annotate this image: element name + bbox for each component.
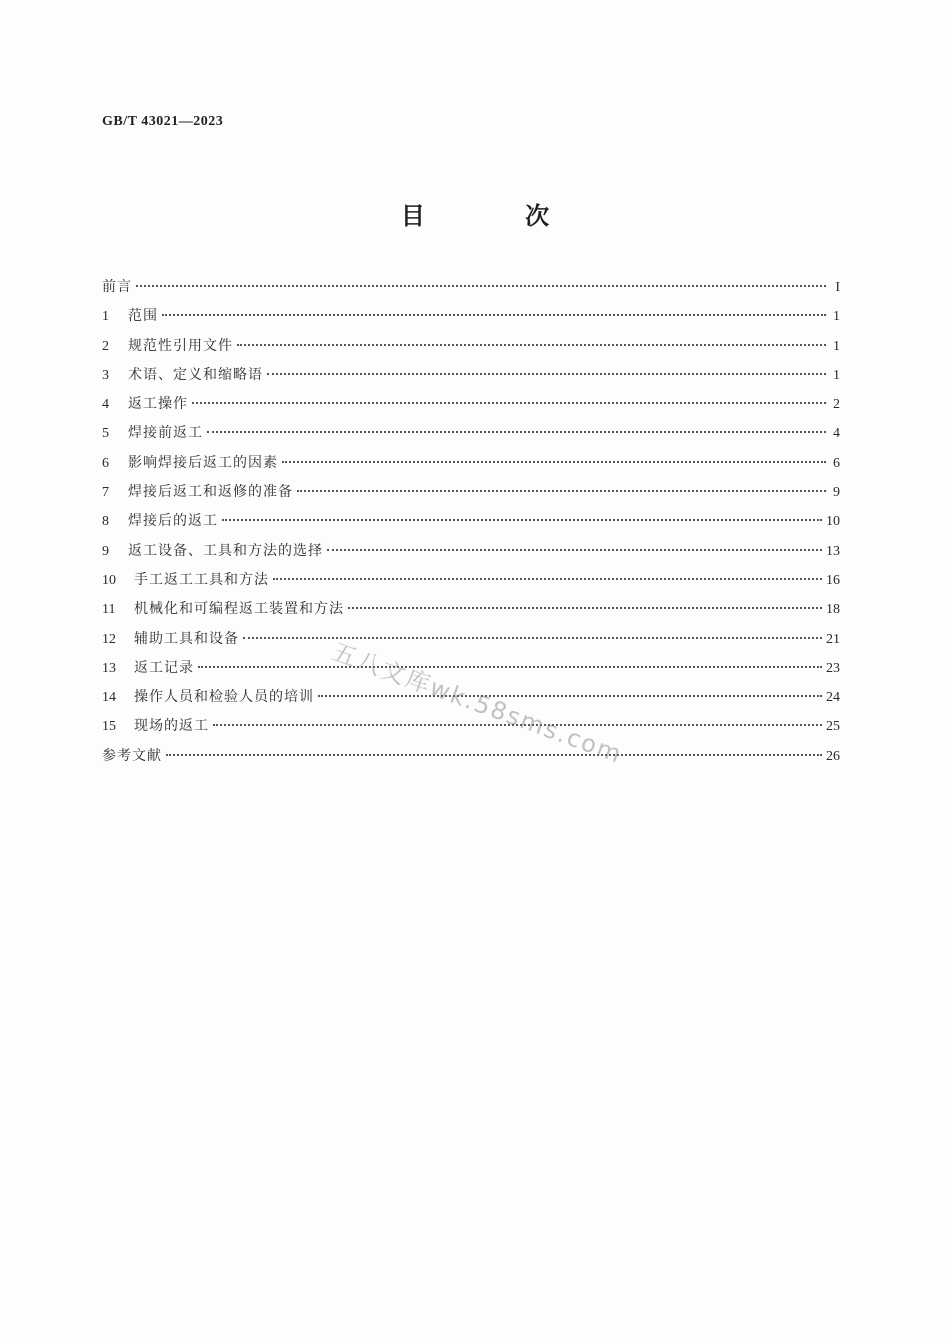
toc-entry-14[interactable]: [102, 683, 840, 712]
toc-entry-number: 15: [102, 719, 116, 735]
toc-entry-9[interactable]: [102, 537, 840, 566]
toc-entry-10[interactable]: [102, 566, 840, 595]
toc-entry-number: 1: [102, 309, 109, 325]
toc-entry-number: 9: [102, 543, 109, 559]
toc-entry-page: 2: [833, 397, 840, 413]
toc-entry-page: 13: [826, 543, 840, 559]
toc-dot-leader: [162, 314, 826, 316]
toc-entry-2[interactable]: [102, 332, 840, 361]
toc-entry-label: 辅助工具和设备: [134, 630, 239, 647]
toc-entry-page: 6: [833, 455, 840, 471]
toc-entry-page: 25: [826, 719, 840, 735]
toc-entry-number: 3: [102, 367, 109, 383]
toc-entry-label: 操作人员和检验人员的培训: [134, 689, 314, 706]
toc-entry-page: 26: [826, 748, 840, 764]
toc-entry-label: 返工操作: [128, 396, 188, 413]
toc-entry-number: 14: [102, 690, 116, 706]
toc-entry-label: 焊接前返工: [128, 425, 203, 442]
toc-dot-leader: [213, 724, 822, 726]
toc-dot-leader: [207, 431, 826, 433]
toc-entry-number: 4: [102, 397, 109, 413]
toc-dot-leader: [318, 695, 822, 697]
toc-entry-number: 7: [102, 485, 109, 501]
toc-entry-page: 18: [826, 602, 840, 618]
toc-entry-15[interactable]: [102, 712, 840, 741]
toc-entry-11[interactable]: [102, 595, 840, 624]
toc-entry-page: 1: [833, 338, 840, 354]
toc-entry-6[interactable]: [102, 449, 840, 478]
toc-entry-label: 返工记录: [134, 659, 194, 676]
toc-entry-3[interactable]: [102, 361, 840, 390]
toc-dot-leader: [136, 285, 826, 287]
toc-entry-label: 手工返工工具和方法: [134, 571, 269, 588]
toc-dot-leader: [166, 754, 822, 756]
toc-dot-leader: [273, 578, 822, 580]
toc-entry-page: 10: [826, 514, 840, 530]
toc-entry-number: 2: [102, 338, 109, 354]
toc-entry-7[interactable]: [102, 478, 840, 507]
toc-dot-leader: [297, 490, 826, 492]
toc-entry-label: 焊接后返工和返修的准备: [128, 484, 293, 501]
standard-code: GB/T 43021—2023: [102, 114, 224, 129]
toc-entry-1[interactable]: [102, 302, 840, 331]
toc-entry-page: 23: [826, 660, 840, 676]
toc-entry-page: 1: [833, 367, 840, 383]
toc-entry-page: 16: [826, 572, 840, 588]
toc-entry-number: 10: [102, 572, 116, 588]
toc-entry-label: 焊接后的返工: [128, 513, 218, 530]
toc-entry-label: 机械化和可编程返工装置和方法: [134, 601, 344, 618]
toc-entry-5[interactable]: [102, 419, 840, 448]
toc-entry-page: 24: [826, 690, 840, 706]
toc-entry-page: 4: [833, 426, 840, 442]
toc-entry-number: 5: [102, 426, 109, 442]
toc-entry-label: 参考文献: [102, 747, 162, 764]
toc-entry-13[interactable]: [102, 654, 840, 683]
toc-dot-leader: [327, 549, 822, 551]
toc-entry-4[interactable]: [102, 390, 840, 419]
toc-entry-number: 11: [102, 602, 116, 618]
toc-dot-leader: [192, 402, 826, 404]
toc-entry-page: 9: [833, 485, 840, 501]
toc-entry-foreword[interactable]: [102, 273, 840, 302]
toc-dot-leader: [237, 344, 826, 346]
table-of-contents: [102, 273, 840, 771]
toc-entry-label: 范围: [128, 308, 158, 325]
toc-entry-label: 规范性引用文件: [128, 337, 233, 354]
toc-entry-page: 21: [826, 631, 840, 647]
toc-entry-page: 1: [833, 309, 840, 325]
toc-entry-label: 前言: [102, 279, 132, 295]
toc-dot-leader: [198, 666, 822, 668]
toc-entry-label: 影响焊接后返工的因素: [128, 454, 278, 471]
toc-dot-leader: [267, 373, 826, 375]
toc-entry-8[interactable]: [102, 507, 840, 536]
toc-title: 目 次: [400, 202, 596, 230]
toc-dot-leader: [243, 637, 822, 639]
toc-entry-number: 8: [102, 514, 109, 530]
toc-entry-label: 现场的返工: [134, 718, 209, 735]
watermark-text: 五八文库wk.58sms.com: [328, 637, 627, 769]
toc-entry-label: 返工设备、工具和方法的选择: [128, 542, 323, 559]
toc-entry-number: 12: [102, 631, 116, 647]
toc-entry-label: 术语、定义和缩略语: [128, 366, 263, 383]
toc-dot-leader: [348, 607, 822, 609]
toc-entry-12[interactable]: [102, 625, 840, 654]
toc-entry-number: 6: [102, 455, 109, 471]
toc-dot-leader: [222, 519, 822, 521]
toc-dot-leader: [282, 461, 826, 463]
toc-entry-bibliography[interactable]: [102, 742, 840, 771]
toc-entry-page: I: [835, 280, 840, 295]
toc-entry-number: 13: [102, 660, 116, 676]
